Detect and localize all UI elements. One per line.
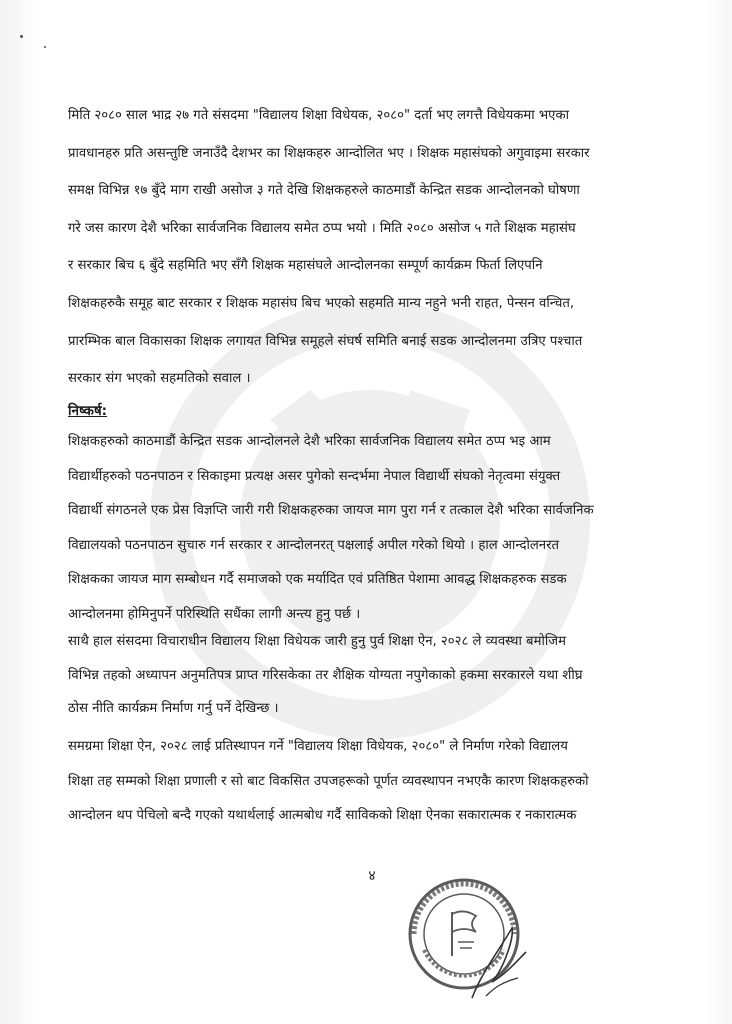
text-line: शिक्षकहरुको काठमाडौं केन्द्रित सडक आन्दोलनले देशै भरिका सार्वजनिक विद्यालय समेत ठप्प भइ आम [68,434,551,449]
text-line: प्रारम्भिक बाल विकासका शिक्षक लगायत विभिन्न समूहले संघर्ष समिति बनाई सडक आन्दोलनमा उत्रिए पश्चात [68,333,583,349]
text-line: विद्यार्थी संगठनले एक प्रेस विज्ञप्ति जारी गरी शिक्षकहरुका जायज माग पुरा गर्न र तत्काल देशै भरिका सार्वजनिक [68,503,594,518]
text-line: आन्दोलनमा होमिनुपर्ने परिस्थिति सधैंका लागी अन्त्य हुनु पर्छ । [68,606,361,622]
text-line: आन्दोलन थप पेचिलो बन्दै गएको यथार्थलाई आत्मबोध गर्दै साविकको शिक्षा ऐनका सकारात्मक र नकारात्मक [68,808,577,823]
scan-speck [44,46,46,48]
text-line: प्रावधानहरु प्रति असन्तुष्टि जनाउँदै देशभर का शिक्षकहरु आन्दोलित भए । शिक्षक महासंघको अगुवाइमा सरकार [68,145,590,161]
paragraph-conclusion [68,432,680,639]
paragraph-summary [68,737,680,841]
text-line: मिति २०८० साल भाद्र २७ गते संसदमा "विद्यालय शिक्षा विधेयक, २०८०" दर्ता भए लगत्तै विधेयकमा भएका [68,108,570,123]
text-line: सरकार संग भएको सहमतिको सवाल । [68,371,251,387]
text-line: र सरकार बिच ६ बुँदे सहमिति भए सँगै शिक्षक महासंघले आन्दोलनका सम्पूर्ण कार्यक्रम फिर्ता लिएपनि [68,258,543,274]
scan-speck [20,35,23,38]
paragraph-intro [68,106,680,407]
text-line: विद्यालयको पठनपाठन सुचारु गर्न सरकार र आन्दोलनरत् पक्षलाई अपील गरेको थियो । हाल आन्दोलनरत [68,537,560,553]
text-line: शिक्षकका जायज माग सम्बोधन गर्दै समाजको एक मर्यादित एवं प्रतिष्ठित पेशामा आवद्ध शिक्षकहरुक सडक [68,572,567,587]
conclusion-heading: निष्कर्ष: [68,403,108,419]
text-line: विद्यार्थीहरुको पठनपाठन र सिकाइमा प्रत्यक्ष असर पुगेको सन्दर्भमा नेपाल विद्यार्थी संघको नेतृत्वमा संयुक्त [68,468,561,484]
paragraph-policy [68,632,680,733]
page-number: ४ [368,868,376,884]
text-line: विभिन्न तहको अध्यापन अनुमतिपत्र प्राप्त गरिसकेका तर शैक्षिक योग्यता नपुगेकाको हकमा सरकारले यथा शीघ्र [68,667,583,683]
text-line: शिक्षकहरुकै समूह बाट सरकार र शिक्षक महासंघ बिच भएको सहमति मान्य नहुने भनी राहत, पेन्सन वन्चित, [68,295,575,311]
text-line: शिक्षा तह सम्मको शिक्षा प्रणाली र सो बाट विकसित उपजहरूको पूर्णत व्यवस्थापन नभएकै कारण शिक्षकहरुको [68,773,589,789]
text-line: ठोस नीति कार्यक्रम निर्माण गर्नु पर्ने देखिन्छ । [68,701,279,716]
text-line: समक्ष विभिन्न १७ बुँदे माग राखी असोज ३ गते देखि शिक्षकहरुले काठमाडौं केन्द्रित सडक आन्दोलनको घोषणा [68,183,580,199]
text-line: समग्रमा शिक्षा ऐन, २०२८ लाई प्रतिस्थापन गर्ने "विद्यालय शिक्षा विधेयक, २०८०" ले निर्माण गरेको विद्यालय [68,739,568,754]
official-stamp-icon [402,872,532,1002]
text-line: गरे जस कारण देशै भरिका सार्वजनिक विद्यालय समेत ठप्प भयो । मिति २०८० असोज ५ गते शिक्षक महासंघ [68,220,576,236]
text-line: साथै हाल संसदमा विचाराधीन विद्यालय शिक्षा विधेयक जारी हुनु पुर्व शिक्षा ऐन, २०२८ ले व्यवस्था बमोजिम [68,634,566,649]
